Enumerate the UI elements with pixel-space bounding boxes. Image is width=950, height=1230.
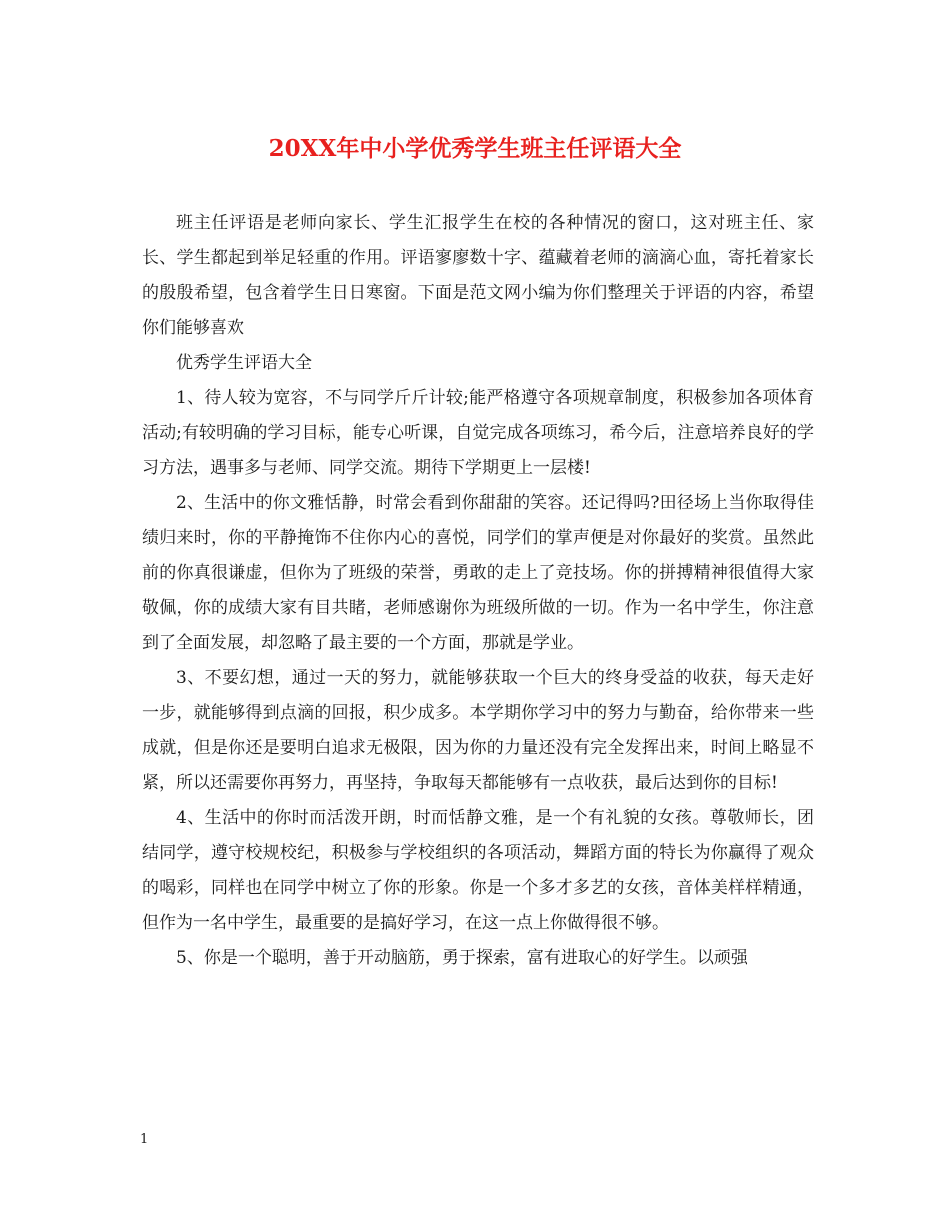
comment-paragraph-2: 2、生活中的你文雅恬静，时常会看到你甜甜的笑容。还记得吗?田径场上当你取得佳绩归来时，你的平静掩饰不住你内心的喜悦，同学们的掌声便是对你最好的奖赏。虽然此前的你真很谦虚，但你为了班级的荣誉，勇敢的走上了竞技场。你的拼搏精神很值得大家敬佩，你的成绩大家有目共睹，老师感谢你为班级所做的一切。作为一名中学生，你注意到了全面发展，却忽略了最主要的一个方面，那就是学业。 [142, 493, 814, 653]
comment-paragraph-5: 5、你是一个聪明，善于开动脑筋，勇于探索，富有进取心的好学生。以顽强 [176, 948, 748, 968]
intro-paragraph: 班主任评语是老师向家长、学生汇报学生在校的各种情况的窗口，这对班主任、家长、学生都起到举足轻重的作用。评语寥廖数十字、蕴藏着老师的滴滴心血，寄托着家长的殷殷希望，包含着学生日日寒窗。下面是范文网小编为你们整理关于评语的内容，希望你们能够喜欢 [142, 213, 814, 338]
document-body [142, 206, 814, 976]
comment-paragraph-1: 1、待人较为宽容，不与同学斤斤计较;能严格遵守各项规章制度，积极参加各项体育活动;有较明确的学习目标，能专心听课，自觉完成各项练习，希今后，注意培养良好的学习方法，遇事多与老师、同学交流。期待下学期更上一层楼! [142, 388, 814, 478]
page-number: 1 [140, 1132, 149, 1147]
document-title: 20XX年中小学优秀学生班主任评语大全 [268, 135, 682, 162]
section-heading: 优秀学生评语大全 [176, 353, 312, 373]
comment-paragraph-4: 4、生活中的你时而活泼开朗，时而恬静文雅，是一个有礼貌的女孩。尊敬师长，团结同学，遵守校规校纪，积极参与学校组织的各项活动，舞蹈方面的特长为你赢得了观众的喝彩，同样也在同学中树立了你的形象。你是一个多才多艺的女孩，音体美样样精通，但作为一名中学生，最重要的是搞好学习，在这一点上你做得很不够。 [142, 808, 814, 933]
comment-paragraph-3: 3、不要幻想，通过一天的努力，就能够获取一个巨大的终身受益的收获，每天走好一步，就能够得到点滴的回报，积少成多。本学期你学习中的努力与勤奋，给你带来一些成就，但是你还是要明白追求无极限，因为你的力量还没有完全发挥出来，时间上略显不紧，所以还需要你再努力，再坚持，争取每天都能够有一点收获，最后达到你的目标! [142, 668, 814, 793]
